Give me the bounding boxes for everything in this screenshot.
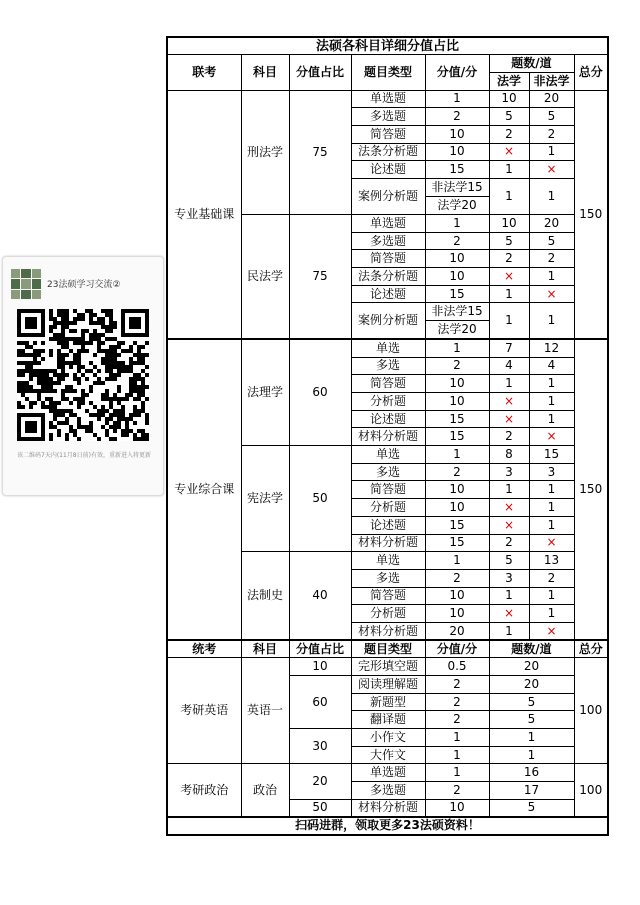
question-count: 5 bbox=[489, 711, 574, 729]
header-points-2: 分值/分 bbox=[425, 640, 489, 658]
question-type: 多选 bbox=[351, 569, 425, 587]
count-law: 1 bbox=[489, 481, 529, 499]
question-points: 1 bbox=[425, 446, 489, 464]
count-law: 1 bbox=[489, 285, 529, 303]
exam-group: 考研英语 bbox=[167, 658, 241, 764]
question-points: 1 bbox=[425, 215, 489, 233]
question-points: 10 bbox=[425, 393, 489, 411]
count-law: 2 bbox=[489, 534, 529, 552]
count-nonlaw: 1 bbox=[529, 410, 574, 428]
question-points: 10 bbox=[425, 250, 489, 268]
count-law: 1 bbox=[489, 179, 529, 215]
question-points: 10 bbox=[425, 125, 489, 143]
question-points: 10 bbox=[425, 143, 489, 161]
header-total-2: 总分 bbox=[574, 640, 608, 658]
question-type: 单选题 bbox=[351, 215, 425, 233]
count-law: 3 bbox=[489, 569, 529, 587]
qr-card bbox=[2, 256, 164, 496]
subject-ratio: 75 bbox=[289, 90, 351, 214]
question-points: 20 bbox=[425, 622, 489, 640]
count-nonlaw: 20 bbox=[529, 90, 574, 108]
table-row bbox=[167, 817, 608, 835]
question-points: 2 bbox=[425, 676, 489, 694]
section-ratio: 20 bbox=[289, 764, 351, 799]
count-law: × bbox=[489, 605, 529, 623]
qr-validity-hint: 该二维码7天内(11月8日前)有效，重新进入将更新 bbox=[17, 452, 151, 459]
question-type: 简答题 bbox=[351, 125, 425, 143]
question-points: 2 bbox=[425, 569, 489, 587]
question-points: 0.5 bbox=[425, 658, 489, 676]
question-type: 单选题 bbox=[351, 764, 425, 782]
question-type: 材料分析题 bbox=[351, 534, 425, 552]
header-points: 分值/分 bbox=[425, 55, 489, 90]
header-nonlaw: 非法学 bbox=[529, 72, 574, 90]
header-ratio: 分值占比 bbox=[289, 55, 351, 90]
count-law: 1 bbox=[489, 622, 529, 640]
question-type: 分析题 bbox=[351, 605, 425, 623]
question-type: 简答题 bbox=[351, 375, 425, 393]
question-type: 简答题 bbox=[351, 250, 425, 268]
question-type: 论述题 bbox=[351, 410, 425, 428]
count-nonlaw: 15 bbox=[529, 446, 574, 464]
question-points: 10 bbox=[425, 499, 489, 517]
question-points: 2 bbox=[425, 711, 489, 729]
section-ratio: 30 bbox=[289, 729, 351, 764]
count-nonlaw: 1 bbox=[529, 143, 574, 161]
question-type: 法条分析题 bbox=[351, 143, 425, 161]
question-type: 论述题 bbox=[351, 285, 425, 303]
subject-name: 法制史 bbox=[241, 552, 289, 640]
header-tongkao: 统考 bbox=[167, 640, 241, 658]
question-count: 17 bbox=[489, 782, 574, 800]
count-law: 10 bbox=[489, 215, 529, 233]
table-title: 法硕各科目详细分值占比 bbox=[167, 37, 608, 55]
question-type: 简答题 bbox=[351, 587, 425, 605]
count-law: × bbox=[489, 268, 529, 286]
header-total: 总分 bbox=[574, 55, 608, 90]
table-row bbox=[167, 339, 608, 357]
question-points bbox=[425, 303, 489, 340]
count-nonlaw: 2 bbox=[529, 250, 574, 268]
count-law: 5 bbox=[489, 108, 529, 126]
exam-group: 考研政治 bbox=[167, 764, 241, 817]
points-nonlaw: 非法学15 bbox=[431, 304, 483, 319]
group-name: 23法硕学习交流② bbox=[47, 280, 121, 290]
exam-subject: 政治 bbox=[241, 764, 289, 817]
question-type: 阅读理解题 bbox=[351, 676, 425, 694]
question-points: 2 bbox=[425, 357, 489, 375]
count-law: 2 bbox=[489, 428, 529, 446]
subject-ratio: 60 bbox=[289, 339, 351, 445]
count-law: 5 bbox=[489, 552, 529, 570]
count-law: 7 bbox=[489, 339, 529, 357]
count-law: 2 bbox=[489, 125, 529, 143]
count-nonlaw: 1 bbox=[529, 587, 574, 605]
count-law: 1 bbox=[489, 375, 529, 393]
count-law: × bbox=[489, 499, 529, 517]
count-nonlaw: 1 bbox=[529, 393, 574, 411]
count-nonlaw: × bbox=[529, 428, 574, 446]
question-points: 10 bbox=[425, 481, 489, 499]
count-nonlaw: × bbox=[529, 622, 574, 640]
question-points: 15 bbox=[425, 428, 489, 446]
count-nonlaw: 2 bbox=[529, 569, 574, 587]
table-row bbox=[167, 764, 608, 782]
count-nonlaw: 1 bbox=[529, 605, 574, 623]
question-type: 多选题 bbox=[351, 782, 425, 800]
question-points: 10 bbox=[425, 375, 489, 393]
question-points: 2 bbox=[425, 108, 489, 126]
question-count: 1 bbox=[489, 729, 574, 747]
question-type: 简答题 bbox=[351, 481, 425, 499]
points-law: 法学20 bbox=[426, 196, 489, 214]
question-type: 材料分析题 bbox=[351, 428, 425, 446]
exam-total: 100 bbox=[574, 658, 608, 764]
count-nonlaw: 1 bbox=[529, 375, 574, 393]
header-subject: 科目 bbox=[241, 55, 289, 90]
footer-cta: 扫码进群，领取更多23法硕资料！ bbox=[167, 817, 608, 835]
question-count: 16 bbox=[489, 764, 574, 782]
question-type: 案例分析题 bbox=[351, 303, 425, 340]
question-points: 15 bbox=[425, 534, 489, 552]
subject-ratio: 75 bbox=[289, 215, 351, 340]
question-type: 新题型 bbox=[351, 693, 425, 711]
header-type: 题目类型 bbox=[351, 55, 425, 90]
exam-total: 100 bbox=[574, 764, 608, 817]
question-points: 1 bbox=[425, 746, 489, 764]
question-type: 小作文 bbox=[351, 729, 425, 747]
header-liankao: 联考 bbox=[167, 55, 241, 90]
question-points: 1 bbox=[425, 764, 489, 782]
question-count: 1 bbox=[489, 746, 574, 764]
header-ratio-2: 分值占比 bbox=[289, 640, 351, 658]
subject-ratio: 40 bbox=[289, 552, 351, 640]
count-law: 10 bbox=[489, 90, 529, 108]
question-count: 5 bbox=[489, 799, 574, 817]
question-points: 1 bbox=[425, 552, 489, 570]
question-points: 10 bbox=[425, 799, 489, 817]
question-points: 1 bbox=[425, 729, 489, 747]
header-count: 题数/道 bbox=[489, 55, 574, 73]
count-law: × bbox=[489, 143, 529, 161]
count-law: × bbox=[489, 410, 529, 428]
subject-name: 宪法学 bbox=[241, 446, 289, 552]
question-type: 案例分析题 bbox=[351, 179, 425, 215]
table-row bbox=[167, 658, 608, 676]
question-type: 单选 bbox=[351, 446, 425, 464]
question-type: 翻译题 bbox=[351, 711, 425, 729]
section-ratio: 50 bbox=[289, 799, 351, 817]
question-type: 单选 bbox=[351, 552, 425, 570]
question-points: 1 bbox=[425, 90, 489, 108]
question-type: 论述题 bbox=[351, 161, 425, 179]
count-law: 1 bbox=[489, 161, 529, 179]
count-nonlaw: 1 bbox=[529, 499, 574, 517]
count-nonlaw: 1 bbox=[529, 516, 574, 534]
group-total: 150 bbox=[574, 339, 608, 640]
question-points: 10 bbox=[425, 268, 489, 286]
question-type: 多选 bbox=[351, 357, 425, 375]
count-nonlaw: × bbox=[529, 285, 574, 303]
question-points: 2 bbox=[425, 232, 489, 250]
question-count: 20 bbox=[489, 676, 574, 694]
question-type: 分析题 bbox=[351, 499, 425, 517]
question-points: 1 bbox=[425, 339, 489, 357]
question-count: 20 bbox=[489, 658, 574, 676]
count-nonlaw: 1 bbox=[529, 303, 574, 340]
count-law: 4 bbox=[489, 357, 529, 375]
question-points: 2 bbox=[425, 693, 489, 711]
count-nonlaw: 1 bbox=[529, 481, 574, 499]
question-points: 15 bbox=[425, 161, 489, 179]
count-law: × bbox=[489, 516, 529, 534]
group-name: 专业基础课 bbox=[167, 90, 241, 339]
header-count-2: 题数/道 bbox=[489, 640, 574, 658]
section-ratio: 10 bbox=[289, 658, 351, 676]
question-points: 15 bbox=[425, 410, 489, 428]
question-points: 15 bbox=[425, 516, 489, 534]
count-law: 5 bbox=[489, 232, 529, 250]
count-nonlaw: × bbox=[529, 161, 574, 179]
count-nonlaw: × bbox=[529, 534, 574, 552]
question-type: 分析题 bbox=[351, 393, 425, 411]
section-ratio: 60 bbox=[289, 676, 351, 729]
table-row bbox=[167, 640, 608, 658]
count-law: 1 bbox=[489, 303, 529, 340]
header-subject-2: 科目 bbox=[241, 640, 289, 658]
count-law: × bbox=[489, 393, 529, 411]
count-nonlaw: 5 bbox=[529, 232, 574, 250]
question-type: 单选题 bbox=[351, 90, 425, 108]
question-points: 2 bbox=[425, 463, 489, 481]
question-type: 多选题 bbox=[351, 108, 425, 126]
table-row bbox=[167, 37, 608, 55]
count-nonlaw: 12 bbox=[529, 339, 574, 357]
header-type-2: 题目类型 bbox=[351, 640, 425, 658]
group-avatar bbox=[11, 269, 41, 299]
question-points: 15 bbox=[425, 285, 489, 303]
question-type: 论述题 bbox=[351, 516, 425, 534]
question-points bbox=[425, 179, 489, 215]
header-law: 法学 bbox=[489, 72, 529, 90]
count-law: 1 bbox=[489, 587, 529, 605]
count-law: 3 bbox=[489, 463, 529, 481]
count-law: 2 bbox=[489, 250, 529, 268]
table-row bbox=[167, 55, 608, 73]
count-nonlaw: 13 bbox=[529, 552, 574, 570]
question-type: 材料分析题 bbox=[351, 622, 425, 640]
group-total: 150 bbox=[574, 90, 608, 339]
question-type: 多选题 bbox=[351, 232, 425, 250]
question-type: 法条分析题 bbox=[351, 268, 425, 286]
count-nonlaw: 2 bbox=[529, 125, 574, 143]
question-points: 10 bbox=[425, 587, 489, 605]
count-nonlaw: 20 bbox=[529, 215, 574, 233]
qr-code[interactable] bbox=[17, 309, 149, 441]
question-count: 5 bbox=[489, 693, 574, 711]
points-law: 法学20 bbox=[426, 320, 489, 338]
count-nonlaw: 5 bbox=[529, 108, 574, 126]
table-row bbox=[167, 90, 608, 108]
question-type: 材料分析题 bbox=[351, 799, 425, 817]
count-nonlaw: 3 bbox=[529, 463, 574, 481]
question-type: 完形填空题 bbox=[351, 658, 425, 676]
subject-name: 刑法学 bbox=[241, 90, 289, 214]
question-type: 大作文 bbox=[351, 746, 425, 764]
score-distribution-table bbox=[166, 36, 609, 836]
group-name: 专业综合课 bbox=[167, 339, 241, 640]
question-points: 10 bbox=[425, 605, 489, 623]
count-law: 8 bbox=[489, 446, 529, 464]
subject-name: 法理学 bbox=[241, 339, 289, 445]
count-nonlaw: 4 bbox=[529, 357, 574, 375]
question-type: 多选 bbox=[351, 463, 425, 481]
points-nonlaw: 非法学15 bbox=[431, 180, 483, 194]
subject-ratio: 50 bbox=[289, 446, 351, 552]
exam-subject: 英语一 bbox=[241, 658, 289, 764]
question-points: 2 bbox=[425, 782, 489, 800]
count-nonlaw: 1 bbox=[529, 179, 574, 215]
question-type: 单选 bbox=[351, 339, 425, 357]
count-nonlaw: 1 bbox=[529, 268, 574, 286]
subject-name: 民法学 bbox=[241, 215, 289, 340]
